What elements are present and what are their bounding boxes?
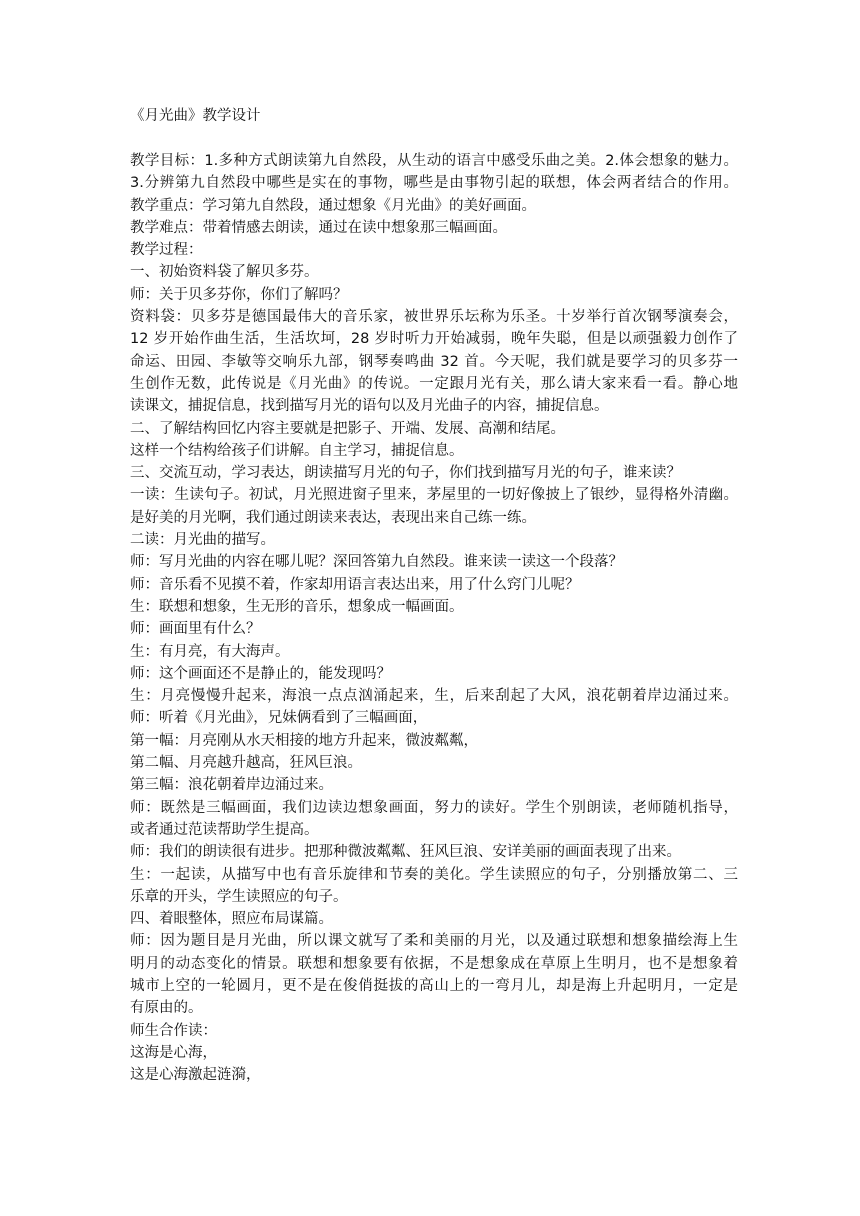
difficulty-line: 教学难点：带着情感去朗读，通过在读中想象那三幅画面。 [130,219,507,236]
text-line: 生：一起读，从描写中也有音乐旋律和节奏的美化。学生读照应的句子，分别播放第二、三 [130,866,738,883]
section-heading-3: 三、交流互动，学习表达，朗读描写月光的句子，你们找到描写月光的句子，谁来读？ [130,465,681,482]
text-line: 师：因为题目是月光曲，所以课文就写了柔和美丽的月光，以及通过联想和想象描绘海上生 [130,933,738,950]
text-line: 12 岁开始作曲生活，生活坎坷，28 岁时听力开始减弱，晚年失聪，但是以顽强毅力创作了 [130,331,738,348]
text-line: 资料袋：贝多芬是德国最伟大的音乐家，被世界乐坛称为乐圣。十岁举行首次钢琴演奏会， [130,309,738,326]
text-line: 生创作无数，此传说是《月光曲》的传说。一定跟月光有关，那么请大家来看一看。静心地 [130,375,738,392]
text-line: 师：音乐看不见摸不着，作家却用语言表达出来，用了什么窍门儿呢？ [130,576,580,593]
key-point-line: 教学重点：学习第九自然段，通过想象《月光曲》的美好画面。 [130,197,536,214]
document-page [130,104,738,1086]
text-line: 生：有月亮，有大海声。 [130,643,290,660]
text-line: 或者通过范读帮助学生提高。 [130,821,319,838]
section-heading-2: 二、了解结构回忆内容主要就是把影子、开端、发展、高潮和结尾。 [130,420,565,437]
text-line: 一读：生读句子。初试，月光照进窗子里来，茅屋里的一切好像披上了银纱，显得格外清幽。 [130,487,738,504]
poem-line: 这是心海激起涟漪， [130,1067,261,1084]
objective-line-2: 3.分辨第九自然段中哪些是实在的事物，哪些是由事物引起的联想，体会两者结合的作用。 [130,175,738,192]
section-heading-4: 四、着眼整体，照应布局谋篇。 [130,911,333,928]
text-line: 命运、田园、李敏等交响乐九部，钢琴奏鸣曲 32 首。今天呢，我们就是要学习的贝多芬一 [130,353,738,370]
section-heading-1: 一、初始资料袋了解贝多芬。 [130,264,319,281]
text-line: 有原由的。 [130,1000,203,1017]
text-line: 师：听着《月光曲》，兄妹俩看到了三幅画面， [130,710,428,727]
text-line: 师生合作读： [130,1022,217,1039]
text-line: 师：我们的朗读很有进步。把那种微波粼粼、狂风巨浪、安详美丽的画面表现了出来。 [130,844,681,861]
text-line: 第二幅、月亮越升越高，狂风巨浪。 [130,755,362,772]
objective-line-1: 教学目标：1.多种方式朗读第九自然段，从生动的语言中感受乐曲之美。2.体会想象的魅力。 [130,153,738,169]
document-title: 《月光曲》教学设计 [130,108,261,124]
text-line: 第一幅：月亮刚从水天相接的地方升起来，微波粼粼， [130,732,478,749]
text-line: 是好美的月光啊，我们通过朗读来表达，表现出来自己练一练。 [130,509,536,526]
text-line: 二读：月光曲的描写。 [130,532,275,549]
text-line: 师：这个画面还不是静止的，能发现吗？ [130,665,391,682]
text-line: 这样一个结构给孩子们讲解。自主学习，捕捉信息。 [130,442,464,459]
text-line: 生：联想和想象，生无形的音乐，想象成一幅画面。 [130,598,464,615]
text-line: 师：关于贝多芬你，你们了解吗？ [130,286,348,303]
text-line: 明月的动态变化的情景。联想和想象要有依据，不是想象成在草原上生明月，也不是想象着 [130,955,738,972]
text-line: 乐章的开头，学生读照应的句子。 [130,888,348,905]
text-line: 第三幅：浪花朝着岸边涌过来。 [130,777,333,794]
text-line: 师：写月光曲的内容在哪儿呢？深回答第九自然段。谁来读一读这一个段落？ [130,554,623,571]
text-line: 城市上空的一轮圆月，更不是在俊俏挺拔的高山上的一弯月儿，却是海上升起明月，一定是 [130,977,738,994]
document-body [130,150,738,1086]
poem-line: 这海是心海， [130,1044,217,1061]
text-line: 师：既然是三幅画面，我们边读边想象画面，努力的读好。学生个别朗读，老师随机指导， [130,799,738,816]
process-heading: 教学过程： [130,242,203,259]
text-line: 读课文，捕捉信息，找到描写月光的语句以及月光曲子的内容，捕捉信息。 [130,398,609,415]
text-line: 师：画面里有什么？ [130,621,261,638]
text-line: 生：月亮慢慢升起来，海浪一点点汹涌起来，生，后来刮起了大风，浪花朝着岸边涌过来。 [130,688,738,705]
